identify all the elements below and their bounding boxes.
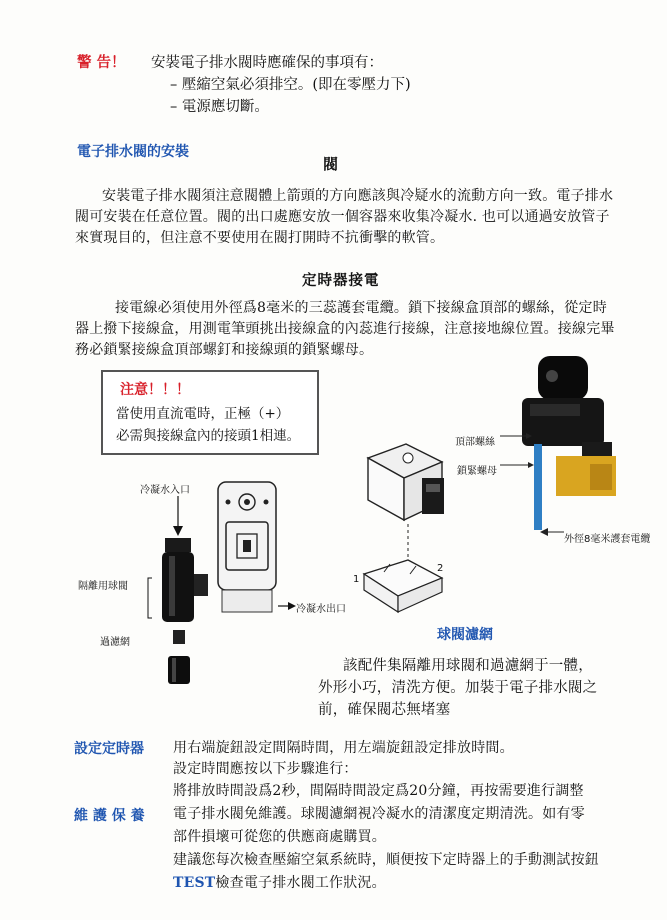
inlet-label: 冷凝水入口 xyxy=(140,485,190,496)
note-title: 注意！！！ xyxy=(120,382,190,398)
top-screw-label: 頂部螺絲 xyxy=(455,437,495,448)
cable-label: 外徑8毫米護套電纜 xyxy=(564,534,651,545)
maint-line-5 xyxy=(173,873,386,894)
outlet-label: 冷凝水出口 xyxy=(296,604,346,615)
ball-filter-title: 球閥濾網 xyxy=(437,627,493,643)
warning-heading: 安裝電子排水閥時應確保的事項有： xyxy=(151,55,383,71)
ball-filter-line-1: 該配件集隔離用球閥和過濾網于一體， xyxy=(343,658,593,674)
cable-arrow xyxy=(540,526,564,538)
timer-para-line-2: 器上撥下接線盒，用測電筆頭挑出接線盒的內蕊進行接線，注意接地線位置。接線完畢 xyxy=(75,321,615,337)
note-line-1: 當使用直流電時，正極（+） xyxy=(116,406,290,422)
warning-item-1: – 壓縮空氣必須排空。(即在零壓力下) xyxy=(170,77,411,93)
label-arrows xyxy=(500,428,570,468)
timer-para-line-1: 接電線必須使用外徑爲8毫米的三蕊護套電纜。鎖下接線盒頂部的螺絲，從定時 xyxy=(115,300,607,316)
valve-assembly-illustration xyxy=(140,478,340,688)
maintenance-label: 維 護 保 養 xyxy=(74,808,145,824)
filter-label: 過濾網 xyxy=(100,637,130,648)
install-para-line-1: 安裝電子排水閥須注意閥體上箭頭的方向應該與冷疑水的流動方向一致。電子排水 xyxy=(102,188,614,204)
ball-filter-line-3: 前，確保閥芯無堵塞 xyxy=(318,702,451,718)
set-timer-label: 設定定時器 xyxy=(74,741,144,757)
timer-para-line-3: 務必鎖緊接線盒頂部螺釘和接線頭的鎖緊螺母。 xyxy=(75,342,374,358)
valve-subtitle: 閥 xyxy=(323,155,339,173)
maint-line-2: 電子排水閥免維護。球閥濾網視冷凝水的清潔度定期清洗。如有零 xyxy=(173,806,585,822)
ball-valve-label: 隔離用球閥 xyxy=(78,581,128,592)
set-timer-line-2: 設定時間應按以下步驟進行： xyxy=(173,761,358,777)
timer-title: 定時器接電 xyxy=(302,272,380,289)
lock-nut-label: 鎖緊螺母 xyxy=(457,466,497,477)
note-box xyxy=(101,370,319,455)
install-para-line-2: 閥可安裝在任意位置。閥的出口處應安放一個容器來收集冷凝水. 也可以通過安放管子 xyxy=(75,209,610,225)
warning-label: 警 告！ xyxy=(77,55,126,71)
maint-line-4: 建議您每次檢查壓縮空氣系統時，順便按下定時器上的手動測試按鈕 xyxy=(173,852,599,868)
test-word: TEST xyxy=(173,875,216,891)
maint-line-5-rest: 檢查電子排水閥工作狀況。 xyxy=(215,875,386,891)
pin-1-label: 1 xyxy=(353,574,360,585)
connector-box-illustration xyxy=(350,440,470,620)
pin-2-label: 2 xyxy=(437,563,444,574)
maint-line-3: 部件損壞可從您的供應商處購買。 xyxy=(173,829,386,845)
maint-line-1: 將排放時間設爲2秒，間隔時間設定爲20分鐘，再按需要進行調整 xyxy=(173,783,584,799)
install-section-title: 電子排水閥的安裝 xyxy=(77,144,189,160)
note-line-2: 必需與接線盒內的接頭1相連。 xyxy=(116,428,301,444)
install-para-line-3: 來實現目的，但注意不要使用在閥打開時不抗衝擊的軟管。 xyxy=(75,230,445,246)
ball-filter-line-2: 外形小巧，清洗方便。加裝于電子排水閥之 xyxy=(318,680,598,696)
warning-item-2: – 電源應切斷。 xyxy=(170,99,269,115)
set-timer-line-1: 用右端旋鈕設定間隔時間，用左端旋鈕設定排放時間。 xyxy=(173,740,514,756)
